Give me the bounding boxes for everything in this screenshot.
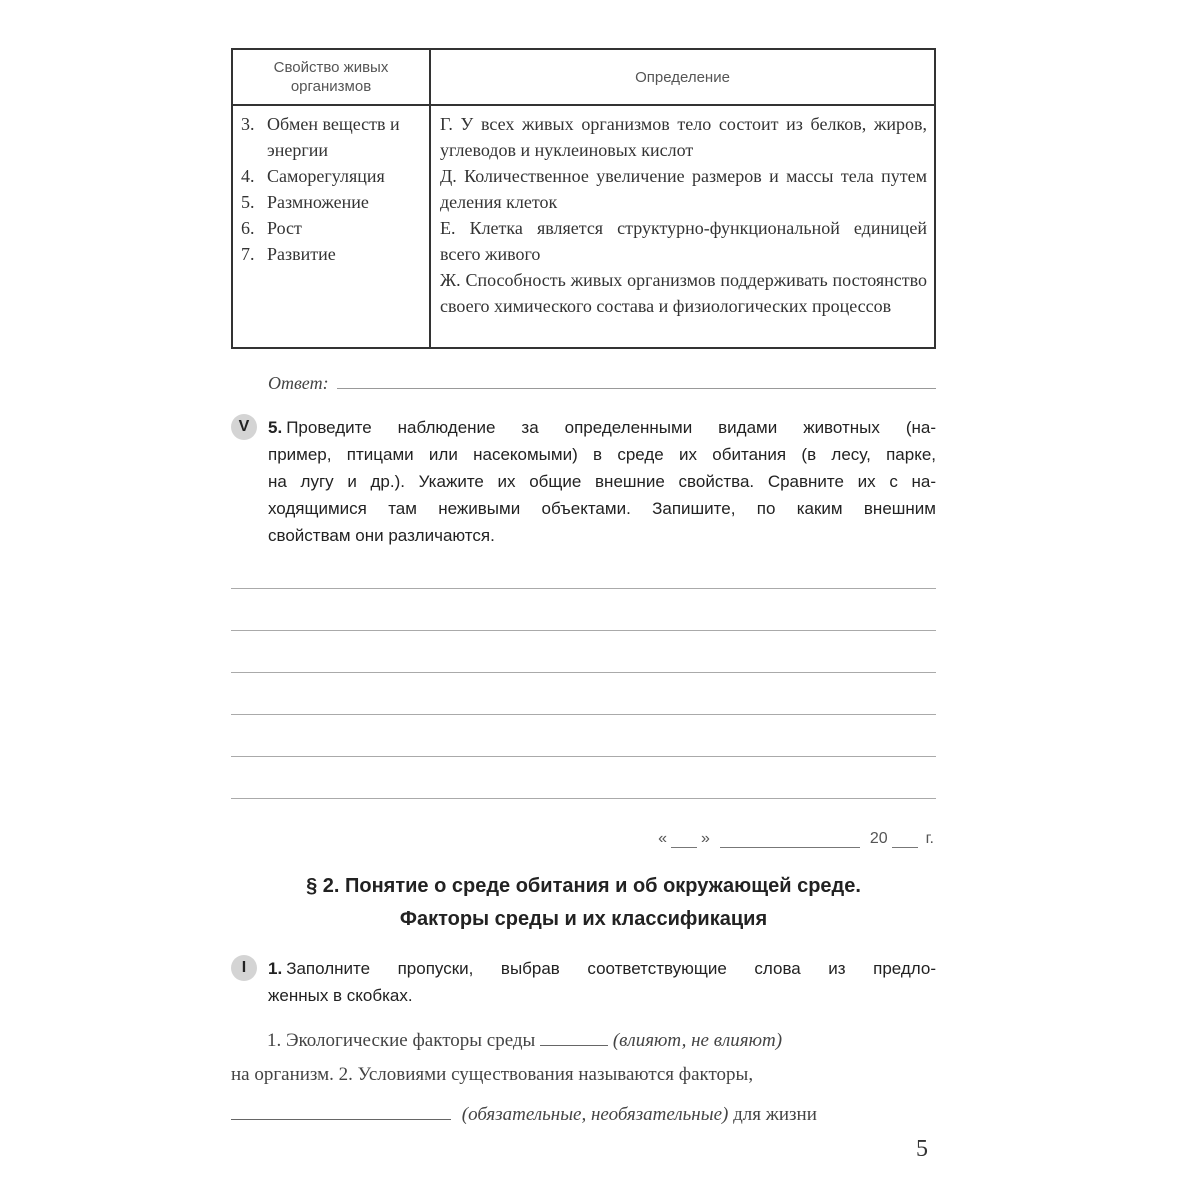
property-item: 5. Размножение xyxy=(241,192,369,212)
month-blank[interactable] xyxy=(720,831,860,848)
task-5-line: 5. Проведите наблюдение за определенными видами животных (на- xyxy=(268,418,936,437)
header-definition: Определение xyxy=(430,49,935,105)
definitions-cell xyxy=(430,105,935,348)
answer-line[interactable] xyxy=(337,387,936,389)
level-badge-v: V xyxy=(231,414,257,440)
task-5 xyxy=(268,414,936,549)
definition-item: Е. Клетка является структурно-функциональной единицей всего живого xyxy=(440,218,927,264)
property-item: 7. Развитие xyxy=(241,244,336,264)
definition-item: Г. У всех живых организмов тело состоит из белков, жиров, углеводов и нуклеиновых кислот xyxy=(440,114,927,160)
task-1-line: женных в скобках. xyxy=(268,986,413,1005)
date-field: « » 20 г. xyxy=(658,830,934,847)
fill-blank[interactable] xyxy=(231,1101,451,1120)
property-item: 3. Обмен веществ и энергии xyxy=(241,114,400,160)
task-5-line: пример, птицами или насекомыми) в среде их обитания (в лесу, парке, xyxy=(268,445,936,464)
property-item: 6. Рост xyxy=(241,218,302,238)
task-5-line: свойствам они различаются. xyxy=(268,526,495,545)
writing-line[interactable] xyxy=(231,672,936,673)
day-blank[interactable] xyxy=(671,831,697,848)
level-badge-i: I xyxy=(231,955,257,981)
writing-line[interactable] xyxy=(231,630,936,631)
definition-item: Д. Количественное увеличение размеров и массы тела путем деления клеток xyxy=(440,166,927,212)
page-number: 5 xyxy=(916,1136,928,1162)
answer-row xyxy=(268,370,936,394)
year-blank[interactable] xyxy=(892,831,918,848)
task-1 xyxy=(268,955,936,1009)
task-5-line: на лугу и др.). Укажите их общие внешние свойства. Сравните их с на- xyxy=(268,472,936,491)
definition-item: Ж. Способность живых организмов поддерживать постоянство своего химического состава и физиологических процессов xyxy=(440,270,927,316)
property-item: 4. Саморегуляция xyxy=(241,166,385,186)
answer-label: Ответ: xyxy=(268,373,329,393)
header-property: Свойство живых организмов xyxy=(232,49,430,105)
writing-line[interactable] xyxy=(231,588,936,589)
section-title: § 2. Понятие о среде обитания и об окружающей среде. Факторы среды и их классификация xyxy=(306,875,861,930)
fill-in-text: 1. Экологические факторы среды (влияют, не влияют) на организм. 2. Условиями существования называются факторы, (обязательные, необязательные) для жизни xyxy=(231,1024,936,1132)
task-1-line: 1. Заполните пропуски, выбрав соответствующие слова из предло- xyxy=(268,959,936,978)
writing-line[interactable] xyxy=(231,756,936,757)
properties-cell xyxy=(232,105,430,348)
properties-table xyxy=(231,48,936,349)
task-5-line: ходящимися там неживыми объектами. Запишите, по каким внешним xyxy=(268,499,936,518)
writing-line[interactable] xyxy=(231,798,936,799)
writing-line[interactable] xyxy=(231,714,936,715)
fill-blank[interactable] xyxy=(540,1027,608,1046)
